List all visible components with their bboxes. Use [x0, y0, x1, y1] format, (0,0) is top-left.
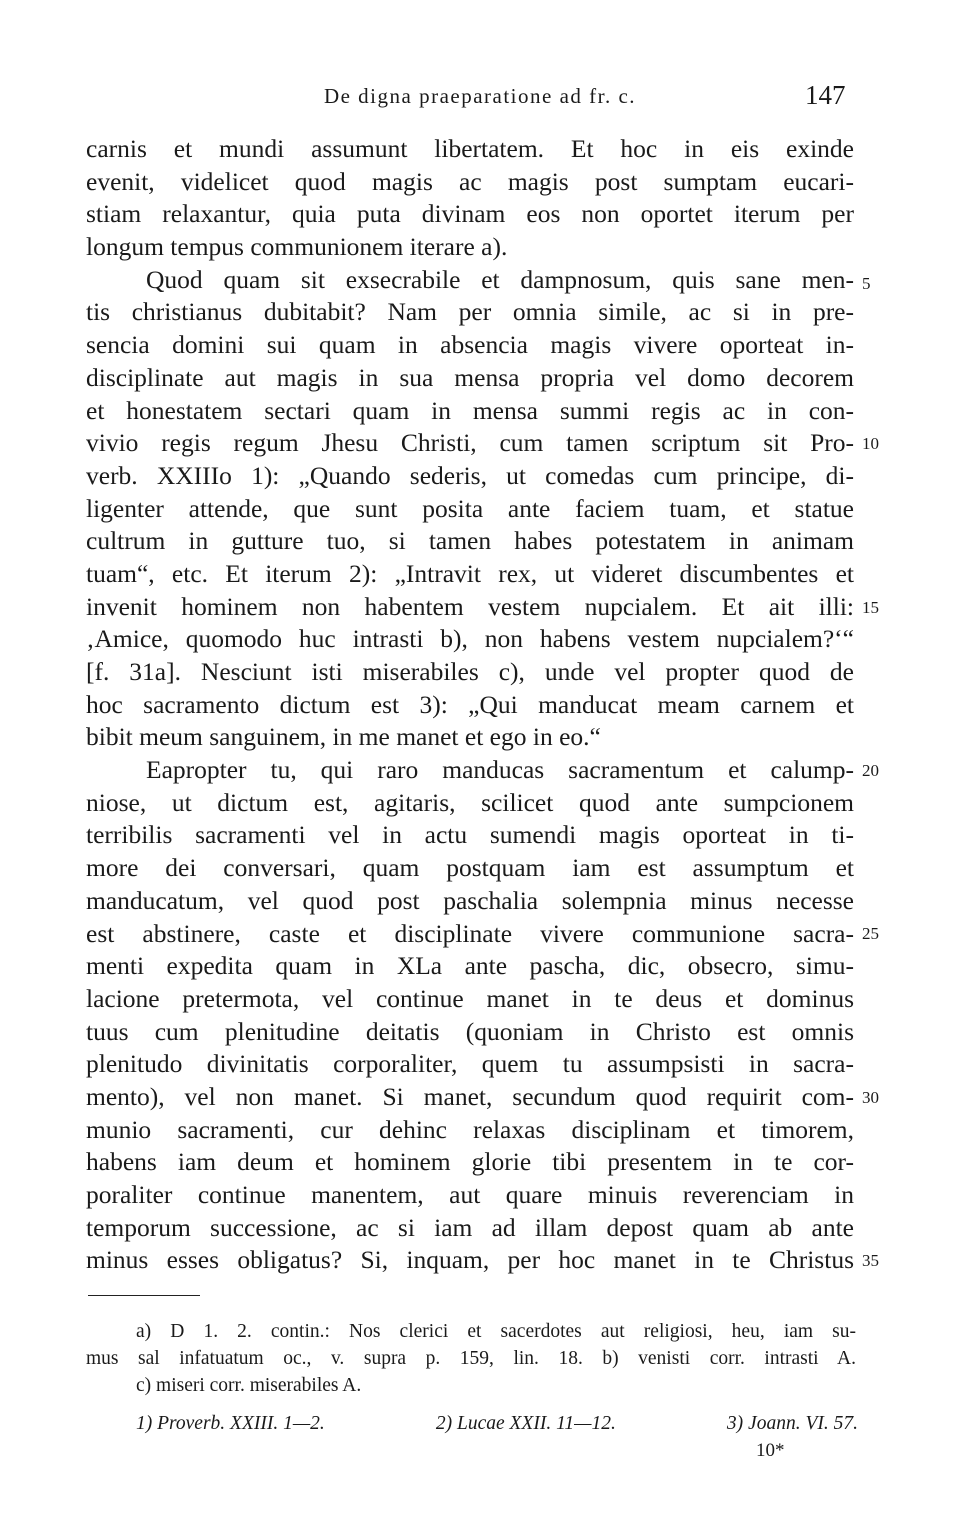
line-number-marker: 10: [862, 434, 879, 453]
page-number: 147: [805, 80, 846, 110]
text-line: manducatum, vel quod post paschalia solempnia minus necesse: [86, 885, 854, 915]
text-line: habens iam deum et hominem glorie tibi presentem in te cor-: [86, 1147, 854, 1177]
footnotes: [86, 1318, 856, 1399]
text-line: longum tempus communionem iterare a).: [86, 232, 508, 262]
line-number-marker: 30: [862, 1088, 879, 1107]
footnote-line: c) miseri corr. miserabiles A.: [136, 1375, 362, 1396]
text-line: plenitudo divinitatis corporaliter, quem tu assumpsisti in sacra-: [86, 1049, 854, 1079]
text-line: niose, ut dictum est, agitaris, scilicet quod ante sumpcionem: [86, 787, 854, 817]
source-reference: 1) Proverb. XXIII. 1—2.: [136, 1413, 325, 1434]
text-line: more dei conversari, quam postquam iam est assumptum et: [86, 853, 854, 883]
text-line: minus esses obligatus? Si, inquam, per hoc manet in te Christus: [86, 1245, 854, 1275]
text-line: et honestatem sectari quam in mensa summi regis ac in con-: [86, 395, 854, 425]
text-line: est abstinere, caste et disciplinate vivere communione sacra-: [86, 918, 854, 948]
line-number-marker: 20: [862, 761, 879, 780]
line-number-marker: 5: [862, 274, 871, 293]
text-line: temporum successione, ac si iam ad illam depost quam ab ante: [86, 1212, 854, 1242]
signature-mark: 10*: [756, 1440, 785, 1461]
text-line: tuus cum plenitudine deitatis (quoniam in Christo est omnis: [86, 1016, 854, 1046]
text-line: [f. 31a]. Nesciunt isti miserabiles c), unde vel propter quod de: [86, 657, 854, 686]
text-line: ligenter attende, que sunt posita ante faciem tuam, et statue: [86, 493, 854, 523]
text-line: mento), vel non manet. Si manet, secundum quod requirit com-: [86, 1081, 854, 1111]
text-line: poraliter continue manentem, aut quare minuis reverenciam in: [86, 1180, 854, 1209]
footnote-line: mus sal infatuatum oc., v. supra p. 159, lin. 18. b) venisti corr. intrasti A.: [86, 1348, 856, 1369]
text-line: menti expedita quam in XLa ante pascha, dic, obsecro, simu-: [86, 951, 854, 981]
text-line: lacione pretermota, vel continue manet in te deus et dominus: [86, 983, 854, 1013]
text-line: tis christianus dubitabit? Nam per omnia simile, ac si in pre-: [86, 297, 854, 327]
text-line: munio sacramenti, cur dehinc relaxas disciplinam et timorem,: [86, 1114, 854, 1144]
text-line: cultrum in gutture tuo, si tamen habes potestatem in animam: [86, 526, 854, 556]
line-number-marker: 25: [862, 924, 879, 943]
footnote-divider: [88, 1295, 200, 1296]
running-title: De digna praeparatione ad fr. c.: [323, 84, 637, 108]
line-number-marker: 35: [862, 1251, 879, 1270]
line-number-marker: 15: [862, 598, 879, 617]
text-line: ‚Amice, quomodo huc intrasti b), non habens vestem nupcialem?‘“: [86, 624, 854, 654]
source-reference: 2) Lucae XXII. 11—12.: [435, 1413, 616, 1434]
text-line: stiam relaxantur, quia puta divinam eos non oportet iterum per: [86, 199, 854, 229]
main-text: [86, 133, 854, 1277]
footnote-line: a) D 1. 2. contin.: Nos clerici et sacerdotes aut religiosi, heu, iam su-: [136, 1321, 856, 1342]
text-line: terribilis sacramenti vel in actu sumendi magis oporteat in ti-: [86, 820, 854, 850]
text-line: Quod quam sit exsecrabile et dampnosum, quis sane men-: [146, 264, 854, 294]
source-reference: 3) Joann. VI. 57.: [726, 1413, 858, 1434]
source-references: [136, 1410, 858, 1437]
text-line: carnis et mundi assumunt libertatem. Et hoc in eis exinde: [86, 134, 854, 163]
text-line: verb. XXIIIo 1): „Quando sederis, ut comedas cum principe, di-: [86, 460, 854, 490]
text-line: Eapropter tu, qui raro manducas sacramentum et calump-: [146, 755, 854, 785]
text-line: tuam“, etc. Et iterum 2): „Intravit rex, ut videret discumbentes et: [86, 558, 854, 588]
text-line: evenit, videlicet quod magis ac magis post sumptam eucari-: [86, 166, 854, 196]
text-line: sencia domini sui quam in absencia magis vivere oporteat in-: [86, 330, 854, 360]
text-line: vivio regis regum Jhesu Christi, cum tamen scriptum sit Pro-: [86, 428, 854, 458]
text-line: bibit meum sanguinem, in me manet et ego in eo.“: [86, 722, 601, 752]
text-line: invenit hominem non habentem vestem nupcialem. Et ait illi:: [86, 591, 854, 621]
text-line: disciplinate aut magis in sua mensa propria vel domo decorem: [86, 362, 854, 392]
text-line: hoc sacramento dictum est 3): „Qui manducat meam carnem et: [86, 689, 854, 719]
